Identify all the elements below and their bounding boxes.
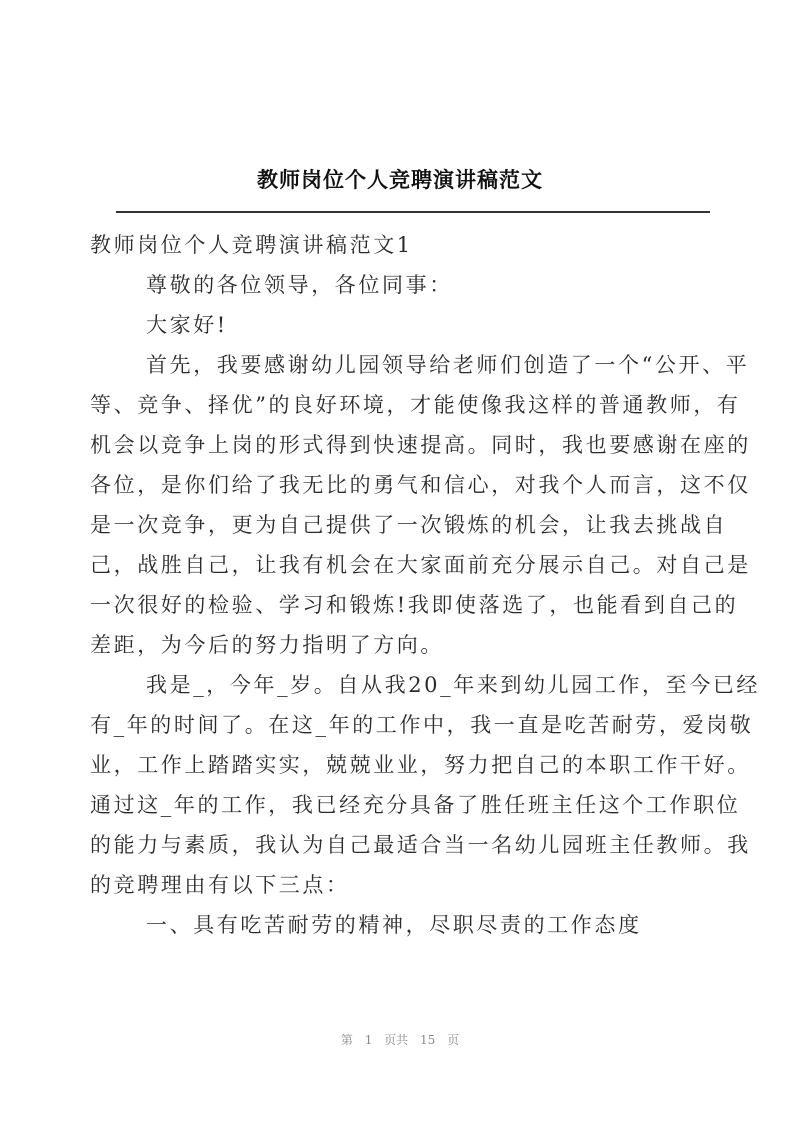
title-divider: [116, 211, 710, 213]
document-body: [90, 225, 761, 945]
text-line: 的竞聘理由有以下三点：: [90, 873, 350, 897]
text-line: 的能力与素质，我认为自己最适合当一名幼儿园班主任教师。我: [90, 833, 751, 857]
text-line: 机会以竞争上岗的形式得到快速提高。同时，我也要感谢在座的: [90, 433, 751, 457]
text-line: 我是_，今年_岁。自从我20_年来到幼儿园工作，至今已经: [146, 673, 761, 697]
page-footer: 第 1 页共 15 页: [340, 1033, 460, 1047]
text-line: 业，工作上踏踏实实，兢兢业业，努力把自己的本职工作干好。: [90, 753, 751, 777]
text-line: 一、具有吃苦耐劳的精神，尽职尽责的工作态度: [146, 913, 642, 937]
text-line: 己，战胜自己，让我有机会在大家面前充分展示自己。对自己是: [90, 553, 751, 577]
text-line: 等、竞争、择优”的良好环境，才能使像我这样的普通教师，有: [90, 393, 741, 417]
text-line: 首先，我要感谢幼儿园领导给老师们创造了一个“公开、平: [146, 353, 750, 377]
text-line: 各位，是你们给了我无比的勇气和信心，对我个人而言，这不仅: [90, 473, 751, 497]
text-line: 一次很好的检验、学习和锻炼!我即使落选了，也能看到自己的: [90, 593, 739, 617]
text-line: 尊敬的各位领导，各位同事：: [146, 273, 453, 297]
section-heading: 教师岗位个人竞聘演讲稿范文1: [90, 233, 413, 257]
text-line: 差距，为今后的努力指明了方向。: [90, 633, 444, 657]
text-line: 有_年的时间了。在这_年的工作中，我一直是吃苦耐劳，爱岗敬: [90, 713, 754, 737]
text-line: 是一次竞争，更为自己提供了一次锻炼的机会，让我去挑战自: [90, 513, 728, 537]
text-line: 大家好!: [146, 313, 228, 337]
text-line: 通过这_年的工作，我已经充分具备了胜任班主任这个工作职位: [90, 793, 741, 817]
document-title: 教师岗位个人竞聘演讲稿范文: [257, 167, 543, 192]
